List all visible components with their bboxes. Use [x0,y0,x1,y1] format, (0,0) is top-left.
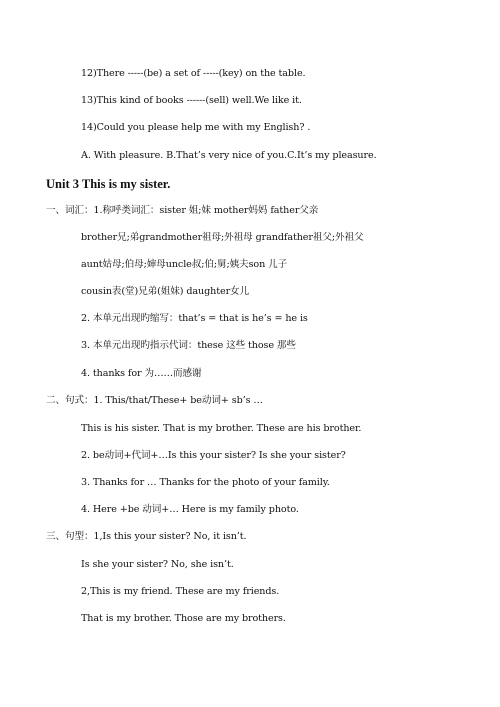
sentence-example-1: This is his sister. That is my brother. These are his brother. [81,423,362,434]
demonstratives-line: 3. 本单元出现旳指示代词：these 这些 those 那些 [81,340,296,351]
sentence-example-2: 2. be动词+代词+…Is this your sister? Is she your sister? [81,450,346,461]
pattern-section-title: 三、句型：1,Is this your sister? No, it isn’t. [46,531,247,542]
sentence-example-4: 4. Here +be 动词+… Here is my family photo. [81,504,299,515]
pattern-example-2: 2,This is my friend. These are my friends. [81,586,280,597]
unit-heading: Unit 3 This is my sister. [46,177,171,191]
vocab-line-4: cousin表(堂)兄弟(姐妹) daughter女儿 [81,286,250,297]
pattern-example-3: That is my brother. Those are my brothers. [81,613,286,624]
pattern-example-1: Is she your sister? No, she isn’t. [81,559,234,570]
exercise-14-options: A. With pleasure. B.That’s very nice of you.C.It’s my pleasure. [81,150,377,161]
exercise-13: 13)This kind of books ------(sell) well.We like it. [81,95,302,106]
exercise-12: 12)There -----(be) a set of -----(key) on the table. [81,68,306,79]
sentence-example-3: 3. Thanks for … Thanks for the photo of your family. [81,477,330,488]
vocab-line-2: brother兄;弟grandmother祖母;外祖母 grandfather祖父;外祖父 [81,232,364,243]
exercise-14: 14)Could you please help me with my English? . [81,122,311,133]
sentence-section-title: 二、句式：1. This/that/These+ be动词+ sb’s … [46,395,263,406]
abbreviations-line: 2. 本单元出现旳缩写：that’s = that is he’s = he is [81,313,308,324]
vocab-section-title: 一、词汇：1.称呼类词汇：sister 姐;妹 mother妈妈 father父亲 [46,205,319,216]
thanks-for-line: 4. thanks for 为……而感谢 [81,368,202,379]
vocab-line-3: aunt姑母;伯母;婶母uncle叔;伯;舅;姨夫son 儿子 [81,259,288,270]
